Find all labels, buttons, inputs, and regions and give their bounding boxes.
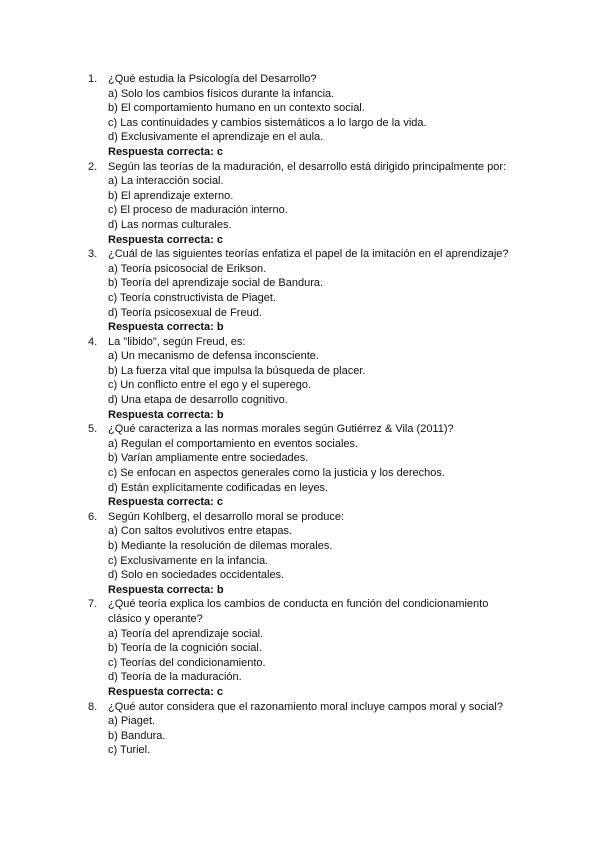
question-text: ¿Qué teoría explica los cambios de conducta en función del condicionamiento clásico y operante? [108,598,489,625]
question-2 [0,160,600,248]
option-c: c) Las continuidades y cambios sistemáticos a lo largo de la vida. [108,116,427,129]
question-text: La "libido", según Freud, es: [108,335,246,348]
option-d: d) Una etapa de desarrollo cognitivo. [108,394,288,407]
option-b: b) El comportamiento humano en un contexto social. [108,102,365,115]
option-a: a) Teoría psicosocial de Erikson. [108,262,267,275]
correct-answer [108,145,600,160]
correct-answer [108,408,600,423]
question-8 [0,700,600,758]
option-b: b) El aprendizaje externo. [108,189,234,202]
option-a: a) La interacción social. [108,175,224,188]
question-number: 1. [88,73,98,85]
option-d: d) Teoría de la maduración. [108,671,242,684]
question-7 [0,597,600,699]
question-number: 6. [88,510,98,523]
answer-label: Respuesta correcta: [108,321,214,334]
answer-label: Respuesta correcta: [108,145,214,158]
answer-label: Respuesta correcta: [108,685,214,698]
question-text: ¿Qué estudia la Psicología del Desarrollo? [108,73,317,85]
question-number: 4. [88,335,98,348]
answer-label: Respuesta correcta: [108,408,214,421]
correct-answer [108,685,600,700]
correct-answer [108,583,600,598]
question-text: ¿Qué autor considera que el razonamiento moral incluye campos moral y social? [108,700,503,713]
option-c: c) Un conflicto entre el ego y el superego. [108,379,312,392]
answer-value: b [216,408,224,421]
option-c: c) Turiel. [108,744,151,757]
answer-value: c [216,233,223,246]
option-d: d) Las normas culturales. [108,218,232,231]
question-number: 7. [88,598,98,611]
answer-value: b [216,583,224,596]
option-d: d) Solo en sociedades occidentales. [108,569,285,582]
option-a: a) Regulan el comportamiento en eventos sociales. [108,437,359,450]
option-a: a) Con saltos evolutivos entre etapas. [108,525,293,538]
option-a: a) Teoría del aprendizaje social. [108,627,264,640]
question-text: ¿Qué caracteriza a las normas morales según Gutiérrez & Vila (2011)? [108,423,454,436]
answer-value: b [216,321,224,334]
question-3 [0,247,600,335]
question-list [0,72,600,758]
question-1 [0,72,600,160]
option-c: c) Teoría constructivista de Piaget. [108,291,276,304]
option-d: d) Están explícitamente codificadas en leyes. [108,481,329,494]
option-b: b) La fuerza vital que impulsa la búsqueda de placer. [108,364,366,377]
option-c: c) El proceso de maduración interno. [108,204,288,217]
option-b: b) Bandura. [108,729,166,742]
correct-answer [108,320,600,335]
question-number: 8. [88,700,98,713]
option-c: c) Exclusivamente en la infancia. [108,554,269,567]
question-number: 3. [88,248,98,261]
option-b: b) Teoría de la cognición social. [108,642,262,655]
option-d: d) Exclusivamente el aprendizaje en el aula. [108,131,324,144]
option-b: b) Teoría del aprendizaje social de Bandura. [108,277,324,290]
answer-label: Respuesta correcta: [108,233,214,246]
option-c: c) Se enfocan en aspectos generales como la justicia y los derechos. [108,467,445,480]
option-b: b) Mediante la resolución de dilemas morales. [108,540,333,552]
option-a: a) Un mecanismo de defensa inconsciente. [108,350,319,363]
option-b: b) Varían ampliamente entre sociedades. [108,452,309,465]
answer-value: c [216,685,223,698]
answer-value: c [216,145,223,158]
option-a: a) Piaget. [108,715,156,728]
answer-value: c [216,496,223,509]
option-a: a) Solo los cambios físicos durante la infancia. [108,87,335,100]
question-number: 5. [88,423,98,436]
question-5 [0,422,600,510]
answer-label: Respuesta correcta: [108,496,214,509]
answer-label: Respuesta correcta: [108,583,214,596]
question-text: Según las teorías de la maduración, el desarrollo está dirigido principalmente por: [108,160,507,173]
question-text: ¿Cuál de las siguientes teorías enfatiza el papel de la imitación en el aprendizaje? [108,248,509,261]
option-d: d) Teoría psicosexual de Freud. [108,306,262,319]
question-4 [0,335,600,423]
correct-answer [108,495,600,510]
question-text: Según Kohlberg, el desarrollo moral se produce: [108,510,345,523]
question-number: 2. [88,160,98,173]
question-6 [0,510,600,598]
option-c: c) Teorías del condicionamiento. [108,656,266,669]
correct-answer [108,233,600,248]
